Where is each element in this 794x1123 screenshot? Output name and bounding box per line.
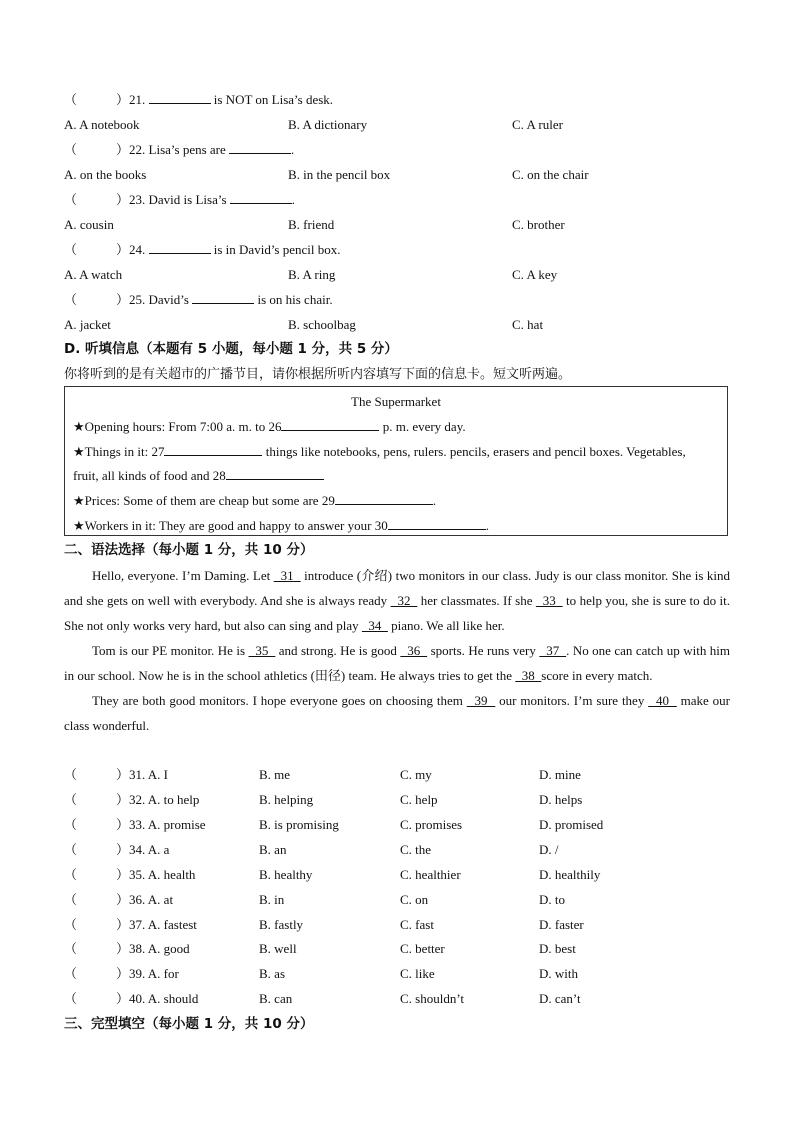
- answer-bracket[interactable]: （: [64, 292, 78, 307]
- question-number: ）24.: [116, 242, 146, 257]
- option-d[interactable]: D. can’t: [539, 991, 581, 1006]
- card-title: The Supermarket: [351, 394, 441, 409]
- part-d-heading: D. 听填信息（本题有 5 小题，每小题 1 分，共 5 分）: [64, 341, 398, 357]
- answer-blank-26[interactable]: [281, 417, 379, 431]
- gap-35[interactable]: 35: [248, 643, 276, 658]
- answer-bracket[interactable]: （: [64, 991, 78, 1006]
- option-b[interactable]: B. fastly: [259, 917, 304, 932]
- passage-paragraph: [64, 563, 730, 638]
- option-a[interactable]: A. A watch: [64, 267, 123, 282]
- option-a-text: ）31. A. I: [116, 767, 169, 782]
- option-d[interactable]: D. faster: [539, 917, 584, 932]
- part-d-instruction: 你将听到的是有关超市的广播节目，请你根据所听内容填写下面的信息卡。短文听两遍。: [64, 366, 572, 381]
- stem-text: David is Lisa’s: [148, 192, 230, 207]
- section-3-heading: 三、完型填空（每小题 1 分，共 10 分）: [64, 1016, 314, 1032]
- option-b[interactable]: B. as: [259, 966, 285, 981]
- option-c[interactable]: C. on the chair: [512, 167, 589, 182]
- grammar-passage: [64, 563, 730, 738]
- option-c[interactable]: C. better: [400, 941, 445, 956]
- option-b[interactable]: B. A ring: [288, 267, 336, 282]
- question-stem: [64, 290, 333, 310]
- card-text: p. m. every day.: [379, 419, 466, 434]
- option-c[interactable]: C. brother: [512, 217, 565, 232]
- answer-bracket[interactable]: （: [64, 92, 78, 107]
- card-text: fruit, all kinds of food and 28: [73, 468, 226, 483]
- option-c[interactable]: C. A key: [512, 267, 558, 282]
- passage-text: Hello, everyone. I’m Daming. Let: [92, 568, 274, 583]
- option-c[interactable]: C. shouldn’t: [400, 991, 465, 1006]
- option-a[interactable]: A. cousin: [64, 217, 114, 232]
- question-stem: [64, 240, 341, 260]
- gap-36[interactable]: 36: [400, 643, 428, 658]
- passage-text: . No one can catch up with him in our school. Now he is in the school athletics (田径) team. He always tries to get the: [64, 643, 730, 683]
- question-number-option-a[interactable]: [64, 765, 168, 785]
- answer-bracket[interactable]: （: [64, 792, 78, 807]
- option-d[interactable]: D. best: [539, 941, 576, 956]
- option-a[interactable]: A. A notebook: [64, 117, 140, 132]
- option-c[interactable]: C. help: [400, 792, 438, 807]
- passage-text: Tom is our PE monitor. He is: [92, 643, 249, 658]
- stem-text: is in David’s pencil box.: [210, 242, 341, 257]
- answer-blank-30[interactable]: [388, 516, 486, 530]
- gap-39[interactable]: 39: [466, 693, 496, 708]
- question-number-option-a[interactable]: [64, 815, 206, 835]
- stem-text: is on his chair.: [254, 292, 333, 307]
- question-number-option-a[interactable]: [64, 915, 197, 935]
- option-b[interactable]: B. friend: [288, 217, 335, 232]
- option-b[interactable]: B. schoolbag: [288, 317, 356, 332]
- option-b[interactable]: B. A dictionary: [288, 117, 368, 132]
- option-a-text: ）35. A. health: [116, 867, 196, 882]
- answer-bracket[interactable]: （: [64, 142, 78, 157]
- card-text: ★Things in it: 27: [73, 444, 165, 459]
- option-d[interactable]: D. mine: [539, 767, 581, 782]
- option-a-text: ）33. A. promise: [116, 817, 206, 832]
- answer-blank: [230, 190, 292, 204]
- stem-text: David’s: [148, 292, 193, 307]
- answer-blank: [149, 90, 211, 104]
- card-line-prices: [73, 491, 436, 510]
- gap-32[interactable]: 32: [390, 593, 418, 608]
- option-a-text: ）36. A. at: [116, 892, 174, 907]
- option-d[interactable]: D. promised: [539, 817, 604, 832]
- question-stem: [64, 140, 294, 160]
- answer-blank: [149, 240, 211, 254]
- answer-bracket[interactable]: （: [64, 767, 78, 782]
- section-2-heading: 二、语法选择（每小题 1 分，共 10 分）: [64, 542, 314, 558]
- option-c[interactable]: C. A ruler: [512, 117, 563, 132]
- option-b[interactable]: B. is promising: [259, 817, 339, 832]
- gap-38[interactable]: 38: [515, 668, 542, 683]
- question-stem: [64, 90, 333, 110]
- card-text: ★Prices: Some of them are cheap but some are 29: [73, 493, 335, 508]
- question-number: ）21.: [116, 92, 146, 107]
- question-number-option-a[interactable]: [64, 939, 190, 959]
- card-line-opening-hours: [73, 417, 466, 436]
- card-line-things: [73, 442, 686, 461]
- stem-text: Lisa’s pens are: [148, 142, 230, 157]
- answer-bracket[interactable]: （: [64, 192, 78, 207]
- option-d[interactable]: D. /: [539, 842, 559, 857]
- option-b[interactable]: B. healthy: [259, 867, 313, 882]
- supermarket-info-card: [64, 386, 728, 536]
- option-c[interactable]: C. on: [400, 892, 429, 907]
- question-number-option-a[interactable]: [64, 790, 199, 810]
- question-number: ）23.: [116, 192, 146, 207]
- option-c[interactable]: C. healthier: [400, 867, 461, 882]
- option-d[interactable]: D. with: [539, 966, 578, 981]
- answer-bracket[interactable]: （: [64, 242, 78, 257]
- option-c[interactable]: C. hat: [512, 317, 544, 332]
- card-text: .: [485, 518, 489, 533]
- passage-text: make our class wonderful.: [64, 693, 730, 733]
- gap-40[interactable]: 40: [648, 693, 677, 708]
- question-stem: [64, 190, 295, 210]
- option-a[interactable]: A. jacket: [64, 317, 111, 332]
- option-a-text: ）38. A. good: [116, 941, 190, 956]
- answer-bracket[interactable]: （: [64, 817, 78, 832]
- passage-paragraph: [64, 688, 730, 738]
- option-d[interactable]: D. helps: [539, 792, 583, 807]
- answer-blank: [192, 290, 254, 304]
- answer-blank: [229, 140, 291, 154]
- answer-bracket[interactable]: （: [64, 966, 78, 981]
- option-a[interactable]: A. on the books: [64, 167, 147, 182]
- option-a-text: ）40. A. should: [116, 991, 199, 1006]
- option-b[interactable]: B. can: [259, 991, 293, 1006]
- card-text: .: [432, 493, 437, 508]
- card-text: things like notebooks, pens, rulers. pencils, erasers and pencil boxes. Vegetables,: [262, 444, 686, 459]
- gap-37[interactable]: 37: [539, 643, 567, 658]
- option-c[interactable]: C. promises: [400, 817, 463, 832]
- option-b[interactable]: B. an: [259, 842, 287, 857]
- answer-blank-27[interactable]: [164, 442, 262, 456]
- option-b[interactable]: B. in the pencil box: [288, 167, 391, 182]
- passage-text: her classmates. If she: [417, 593, 536, 608]
- card-line-food: [73, 466, 324, 485]
- question-number: ）22.: [116, 142, 146, 157]
- answer-bracket[interactable]: （: [64, 917, 78, 932]
- question-number-option-a[interactable]: [64, 840, 169, 860]
- passage-text: our monitors. I’m sure they: [495, 693, 649, 708]
- answer-bracket[interactable]: （: [64, 842, 78, 857]
- passage-text: They are both good monitors. I hope everyone goes on choosing them: [92, 693, 467, 708]
- option-c[interactable]: C. like: [400, 966, 435, 981]
- gap-33[interactable]: 33: [535, 593, 563, 608]
- question-number-option-a[interactable]: [64, 865, 195, 885]
- option-a-text: ）34. A. a: [116, 842, 170, 857]
- option-b[interactable]: B. well: [259, 941, 297, 956]
- question-number-option-a[interactable]: [64, 890, 173, 910]
- passage-text: score in every match.: [541, 668, 653, 683]
- card-text: ★Workers in it: They are good and happy to answer your 30: [73, 518, 388, 533]
- passage-paragraph: [64, 638, 730, 688]
- stem-text: is NOT on Lisa’s desk.: [210, 92, 334, 107]
- passage-text: to help you, she is sure to do it. She not only works very hard, but also can sing and play: [64, 593, 730, 633]
- option-b[interactable]: B. helping: [259, 792, 314, 807]
- option-a-text: ）32. A. to help: [116, 792, 200, 807]
- gap-31[interactable]: 31: [273, 568, 301, 583]
- answer-bracket[interactable]: （: [64, 867, 78, 882]
- passage-text: and strong. He is good: [275, 643, 401, 658]
- question-number-option-a[interactable]: [64, 964, 179, 984]
- option-c[interactable]: C. the: [400, 842, 432, 857]
- answer-bracket[interactable]: （: [64, 941, 78, 956]
- card-line-workers: [73, 516, 489, 535]
- question-number-option-a[interactable]: [64, 989, 198, 1009]
- passage-text: introduce (介绍) two monitors in our class. Judy is our class monitor. She is kind and she gets on well with everybody. And she is always ready: [64, 568, 730, 608]
- question-number: ）25.: [116, 292, 146, 307]
- option-c[interactable]: C. my: [400, 767, 432, 782]
- card-text: ★Opening hours: From 7:00 a. m. to 26: [73, 419, 282, 434]
- passage-text: sports. He runs very: [427, 643, 540, 658]
- stem-text: .: [291, 192, 296, 207]
- gap-34[interactable]: 34: [361, 618, 388, 633]
- option-b[interactable]: B. me: [259, 767, 291, 782]
- option-d[interactable]: D. healthily: [539, 867, 601, 882]
- option-d[interactable]: D. to: [539, 892, 565, 907]
- stem-text: .: [291, 142, 295, 157]
- option-a-text: ）39. A. for: [116, 966, 179, 981]
- answer-blank-28[interactable]: [226, 466, 324, 480]
- answer-blank-29[interactable]: [335, 491, 433, 505]
- answer-bracket[interactable]: （: [64, 892, 78, 907]
- passage-text: piano. We all like her.: [387, 618, 505, 633]
- option-a-text: ）37. A. fastest: [116, 917, 197, 932]
- option-c[interactable]: C. fast: [400, 917, 434, 932]
- option-b[interactable]: B. in: [259, 892, 285, 907]
